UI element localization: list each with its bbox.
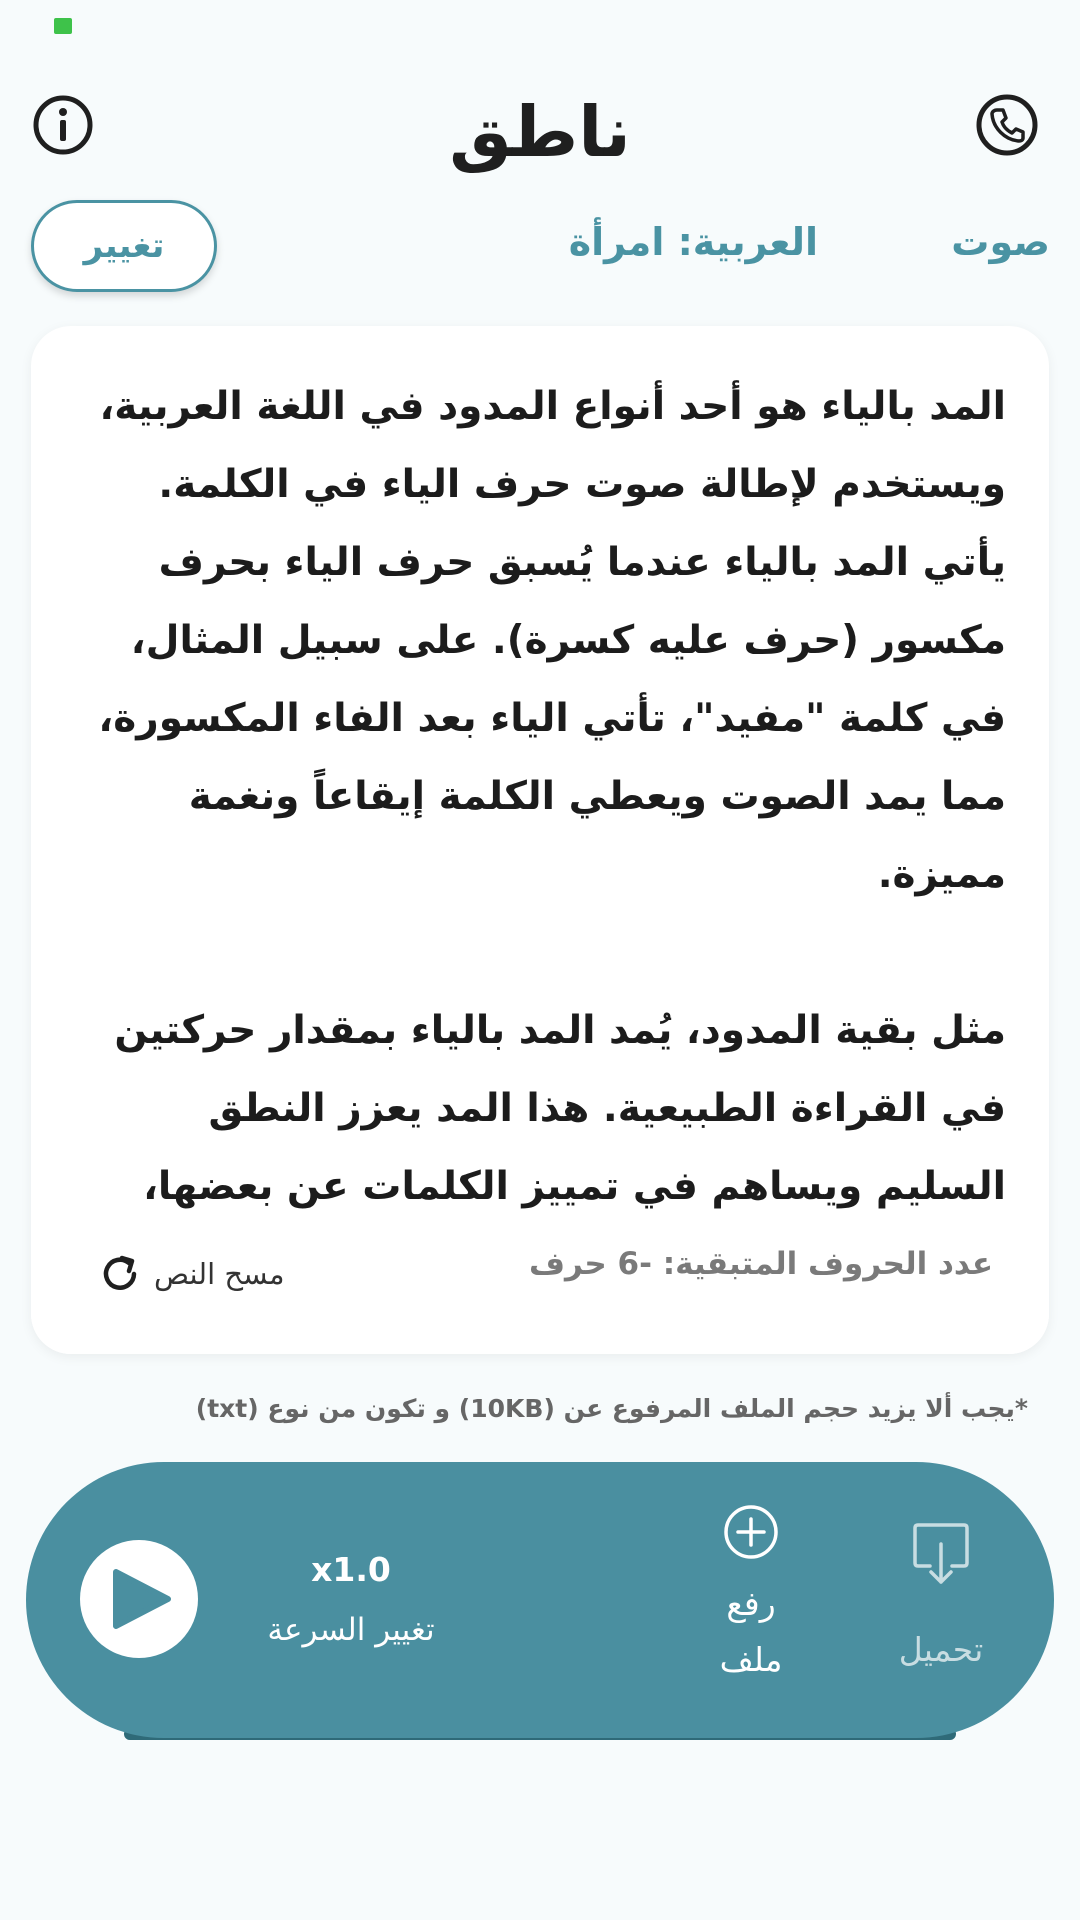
change-speed-button[interactable]: تغيير السرعة bbox=[267, 1612, 435, 1648]
playback-control-bar bbox=[26, 1462, 1054, 1738]
status-indicator-icon bbox=[54, 18, 72, 34]
phone-icon[interactable] bbox=[975, 93, 1039, 157]
voice-value: العربية: امرأة bbox=[568, 220, 818, 264]
remaining-chars-counter: عدد الحروف المتبقية: -6 حرف bbox=[529, 1246, 993, 1282]
upload-file-button[interactable] bbox=[686, 1502, 816, 1702]
text-paragraph: مثل بقية المدود، يُمد المد بالياء بمقدار حركتين في القراءة الطبيعية. هذا المد يعزز النطق السليم ويساهم في تمييز الكلمات عن بعضها، bbox=[114, 1008, 1006, 1209]
text-editor[interactable] bbox=[86, 368, 1006, 1228]
download-button[interactable] bbox=[866, 1522, 1016, 1692]
text-paragraph: المد بالياء هو أحد أنواع المدود في اللغة العربية، ويستخدم لإطالة صوت حرف الياء في الكلمة. يأتي المد بالياء عندما يُسبق حرف الياء بحرف مكسور (حرف عليه كسرة). على سبيل المثال، في كلمة "مفيد"، تأتي الياء بعد الفاء المكسورة، مما يمد الصوت ويعطي الكلمة إيقاعاً ونغمة مميزة. bbox=[98, 384, 1006, 897]
change-voice-button[interactable]: تغيير bbox=[31, 200, 217, 292]
upload-file-label: رفع ملف bbox=[719, 1584, 783, 1679]
app-title: ناطق bbox=[449, 91, 631, 173]
clear-text-label: مسح النص bbox=[154, 1257, 285, 1291]
status-bar bbox=[0, 0, 1080, 50]
info-icon[interactable] bbox=[31, 93, 95, 157]
text-editor-card[interactable] bbox=[31, 326, 1049, 1354]
plus-circle-icon bbox=[721, 1502, 781, 1562]
speed-value[interactable]: x1.0 bbox=[311, 1550, 391, 1589]
download-label: تحميل bbox=[898, 1630, 984, 1669]
refresh-icon bbox=[96, 1250, 144, 1298]
play-icon bbox=[80, 1540, 198, 1658]
play-button[interactable] bbox=[80, 1540, 198, 1658]
upload-size-note: *يجب ألا يزيد حجم الملف المرفوع عن (10KB) و تكون من نوع (txt) bbox=[195, 1394, 1028, 1423]
voice-label: صوت bbox=[951, 220, 1050, 264]
clear-text-button[interactable] bbox=[96, 1246, 285, 1302]
editor-footer bbox=[31, 1226, 1049, 1354]
voice-row bbox=[0, 200, 1080, 300]
download-icon bbox=[912, 1522, 970, 1588]
